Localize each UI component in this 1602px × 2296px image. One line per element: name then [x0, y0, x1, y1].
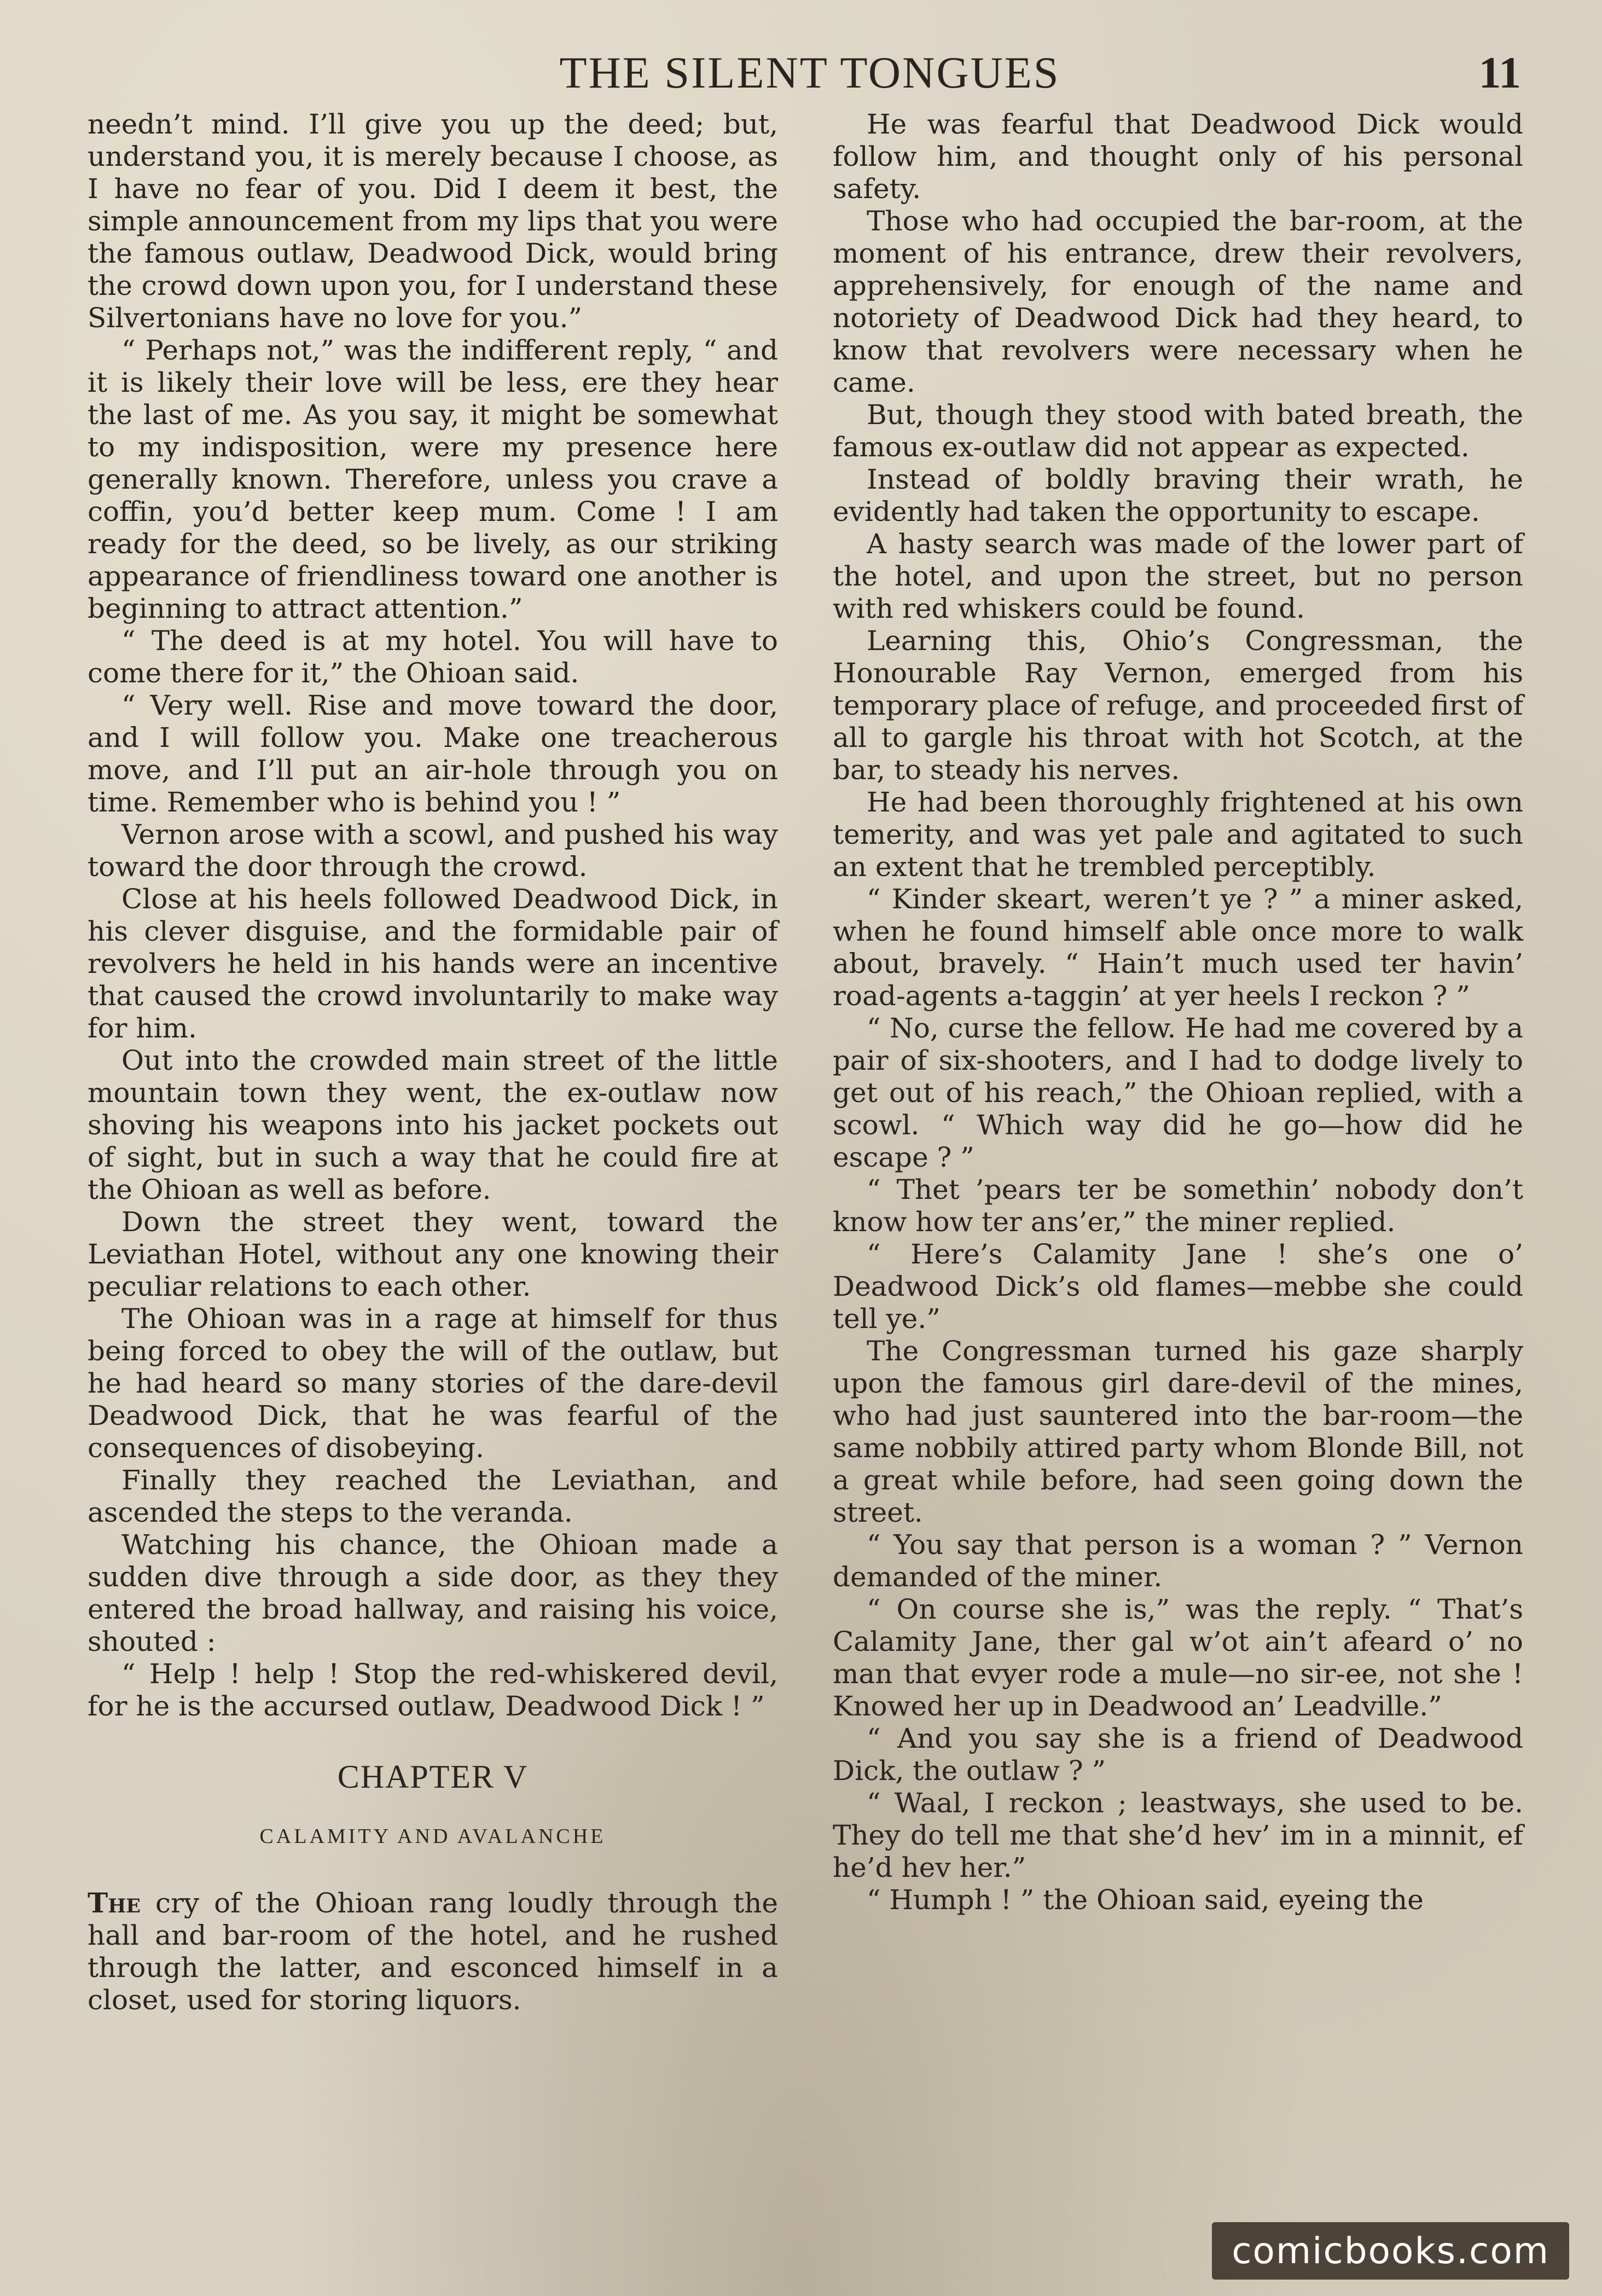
paragraph: But, though they stood with bated breath, the famous ex-outlaw did not appear as expected. [833, 399, 1523, 463]
paragraph: Close at his heels followed Deadwood Dick, in his clever disguise, and the formidable pair of revolvers he held in his hands were an incentive that caused the crowd involuntarily to make way for him. [88, 883, 778, 1044]
paragraph: “ Waal, I reckon ; leastways, she used to be. They do tell me that she’d hev’ im in a minnit, ef he’d hev her.” [833, 1787, 1523, 1883]
paragraph: Learning this, Ohio’s Congressman, the Honourable Ray Vernon, emerged from his temporary place of refuge, and proceeded first of all to gargle his throat with hot Scotch, at the bar, to steady his nerves. [833, 625, 1523, 786]
running-title: THE SILENT TONGUES [559, 48, 1060, 97]
paragraph: “ You say that person is a woman ? ” Vernon demanded of the miner. [833, 1529, 1523, 1593]
paragraph: needn’t mind. I’ll give you up the deed; but, understand you, it is merely because I choose, as I have no fear of you. Did I deem it best, the simple announcement from my lips that you were the famous outlaw, Deadwood Dick, would bring the crowd down upon you, for I understand these Silvertonians have no love for you.” [88, 108, 778, 334]
paragraph: “ Humph ! ” the Ohioan said, eyeing the [867, 1884, 1424, 1916]
left-column [88, 108, 778, 2016]
right-column [833, 108, 1523, 1916]
paragraph: Instead of boldly braving their wrath, he evidently had taken the opportunity to escape. [833, 463, 1523, 527]
chapter-opening-paragraph [88, 1887, 778, 2016]
paragraph: Down the street they went, toward the Leviathan Hotel, without any one knowing their peculiar relations to each other. [88, 1206, 778, 1302]
paragraph: He had been thoroughly frightened at his own temerity, and was yet pale and agitated to such an extent that he trembled perceptibly. [833, 786, 1523, 883]
paragraph: He was fearful that Deadwood Dick would follow him, and thought only of his personal safety. [833, 108, 1523, 205]
paragraph: “ Very well. Rise and move toward the door, and I will follow you. Make one treacherous move, and I’ll put an air-hole through you on time. Remember who is behind you ! ” [88, 689, 778, 818]
page-number: 11 [1478, 48, 1521, 97]
paragraph: “ The deed is at my hotel. You will have to come there for it,” the Ohioan said. [88, 625, 778, 689]
paragraph: Finally they reached the Leviathan, and ascended the steps to the veranda. [88, 1464, 778, 1528]
paragraph: “ Kinder skeart, weren’t ye ? ” a miner asked, when he found himself able once more to walk about, bravely. “ Hain’t much used ter havin’ road-agents a-taggin’ at yer heels I reckon ? ” [833, 883, 1523, 1012]
site-watermark: comicbooks.com [1212, 2222, 1569, 2280]
paragraph: A hasty search was made of the lower part of the hotel, and upon the street, but no person with red whiskers could be found. [833, 528, 1523, 624]
paragraph: “ Thet ’pears ter be somethin’ nobody don’t know how ter ans’er,” the miner replied. [833, 1174, 1523, 1238]
chapter-opening-text: cry of the Ohioan rang loudly through the hall and bar-room of the hotel, and he rushed through the latter, and esconced himself in a closet, used for storing liquors. [88, 1887, 778, 2016]
paragraph: “ Here’s Calamity Jane ! she’s one o’ Deadwood Dick’s old flames—mebbe she could tell ye.” [833, 1238, 1523, 1335]
paragraph: “ No, curse the fellow. He had me covered by a pair of six-shooters, and I had to dodge lively to get out of his reach,” the Ohioan replied, with a scowl. “ Which way did he go—how did he escape ? ” [833, 1012, 1523, 1173]
paragraph: “ Help ! help ! Stop the red-whiskered devil, for he is the accursed outlaw, Deadwood Dick ! ” [88, 1658, 778, 1722]
paragraph: The Congressman turned his gaze sharply upon the famous girl dare-devil of the mines, who had just sauntered into the bar-room—the same nobbily attired party whom Blonde Bill, not a great while before, had seen going down the street. [833, 1335, 1523, 1528]
paragraph: Watching his chance, the Ohioan made a sudden dive through a side door, as they they entered the broad hallway, and raising his voice, shouted : [88, 1529, 778, 1657]
paragraph: “ And you say she is a friend of Deadwood Dick, the outlaw ? ” [833, 1723, 1523, 1787]
chapter-lead-word: The [88, 1887, 141, 1919]
paragraph: “ On course she is,” was the reply. “ That’s Calamity Jane, ther gal w’ot ain’t afeard o’ no man that evyer rode a mule—no sir-ee, not she ! Knowed her up in Deadwood an’ Leadville.” [833, 1593, 1523, 1722]
paragraph: Out into the crowded main street of the little mountain town they went, the ex-outlaw now shoving his weapons into his jacket pockets out of sight, but in such a way that he could fire at the Ohioan as well as before. [88, 1045, 778, 1205]
paragraph: Vernon arose with a scowl, and pushed his way toward the door through the crowd. [88, 819, 778, 883]
paragraph: The Ohioan was in a rage at himself for thus being forced to obey the will of the outlaw, but he had heard so many stories of the dare-devil Deadwood Dick, that he was fearful of the consequences of disobeying. [88, 1303, 778, 1464]
page-header [88, 45, 1532, 105]
paragraph: “ Perhaps not,” was the indifferent reply, “ and it is likely their love will be less, ere they hear the last of me. As you say, it might be somewhat to my indisposition, were my presence here generally known. Therefore, unless you crave a coffin, you’d better keep mum. Come ! I am ready for the deed, so be lively, as our striking appearance of friendliness toward one another is beginning to attract attention.” [88, 334, 778, 624]
chapter-subtitle: CALAMITY AND AVALANCHE [259, 1825, 606, 1848]
chapter-heading: CHAPTER V [337, 1759, 529, 1795]
paragraph: Those who had occupied the bar-room, at the moment of his entrance, drew their revolvers, apprehensively, for enough of the name and notoriety of Deadwood Dick had they heard, to know that revolvers were necessary when he came. [833, 205, 1523, 398]
